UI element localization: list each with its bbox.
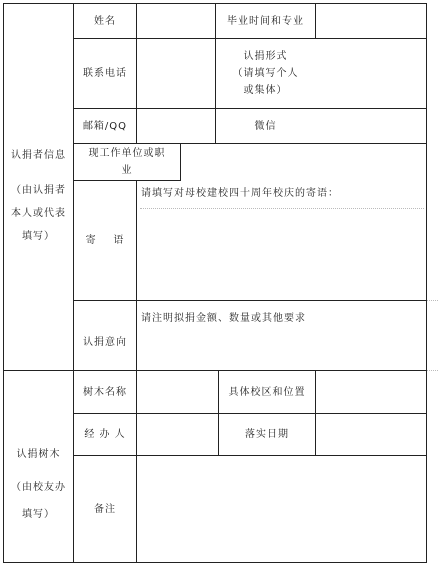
workplace-line-1: 现工作单位或职 (88, 148, 166, 159)
applicant-section-title: 认捐者信息 (11, 150, 66, 161)
date-label: 落实日期 (245, 429, 289, 440)
email-qq-field[interactable] (137, 109, 215, 143)
donation-form-field[interactable] (316, 39, 426, 108)
wechat-label: 微信 (254, 120, 277, 132)
tree-section-note-1: （由校友办 (11, 482, 66, 493)
applicant-section-note-3: 填写） (22, 231, 55, 242)
handler-field[interactable] (137, 414, 218, 455)
message-field[interactable] (137, 181, 426, 300)
intent-label: 认捐意向 (83, 337, 127, 348)
donation-form-line-1: 认捐形式 (243, 51, 288, 62)
workplace-line-2: 业 (121, 165, 133, 176)
intent-prompt: 请注明拟捐金额、数量或其他要求 (141, 313, 306, 324)
tree-section-title: 认捐树木 (16, 449, 61, 460)
campus-location-field[interactable] (316, 371, 426, 413)
remarks-label: 备注 (94, 503, 116, 515)
message-prompt: 请填写对母校建校四十周年校庆的寄语： (141, 188, 339, 199)
intent-field[interactable] (137, 301, 426, 370)
campus-location-label: 具体校区和位置 (228, 386, 306, 398)
wechat-field[interactable] (316, 109, 426, 143)
email-qq-label: 邮箱/QQ (82, 120, 128, 132)
tree-section-note-2: 填写） (22, 509, 55, 520)
workplace-field[interactable] (181, 144, 426, 180)
message-label: 寄 语 (85, 235, 125, 246)
applicant-section-label (4, 4, 73, 370)
date-field[interactable] (316, 414, 426, 455)
name-field[interactable] (137, 4, 215, 38)
tree-name-label: 树木名称 (83, 386, 127, 398)
donation-form-label (216, 39, 315, 108)
donation-form-line-2: （请填写个人 (232, 68, 299, 79)
name-label: 姓名 (94, 15, 116, 27)
donation-form-line-3: 或集体） (243, 85, 288, 96)
grad-time-major-label: 毕业时间和专业 (227, 15, 304, 27)
handler-label: 经 办 人 (84, 429, 126, 440)
phone-label: 联系电话 (83, 68, 127, 79)
grad-time-major-field[interactable] (316, 4, 426, 38)
workplace-label (74, 144, 180, 180)
phone-field[interactable] (137, 39, 215, 108)
remarks-field[interactable] (137, 456, 426, 562)
applicant-section-note-1: （由认捐者 (11, 185, 66, 196)
tree-name-field[interactable] (137, 371, 218, 413)
applicant-section-note-2: 本人或代表 (11, 208, 66, 219)
tree-section-label (4, 371, 73, 562)
